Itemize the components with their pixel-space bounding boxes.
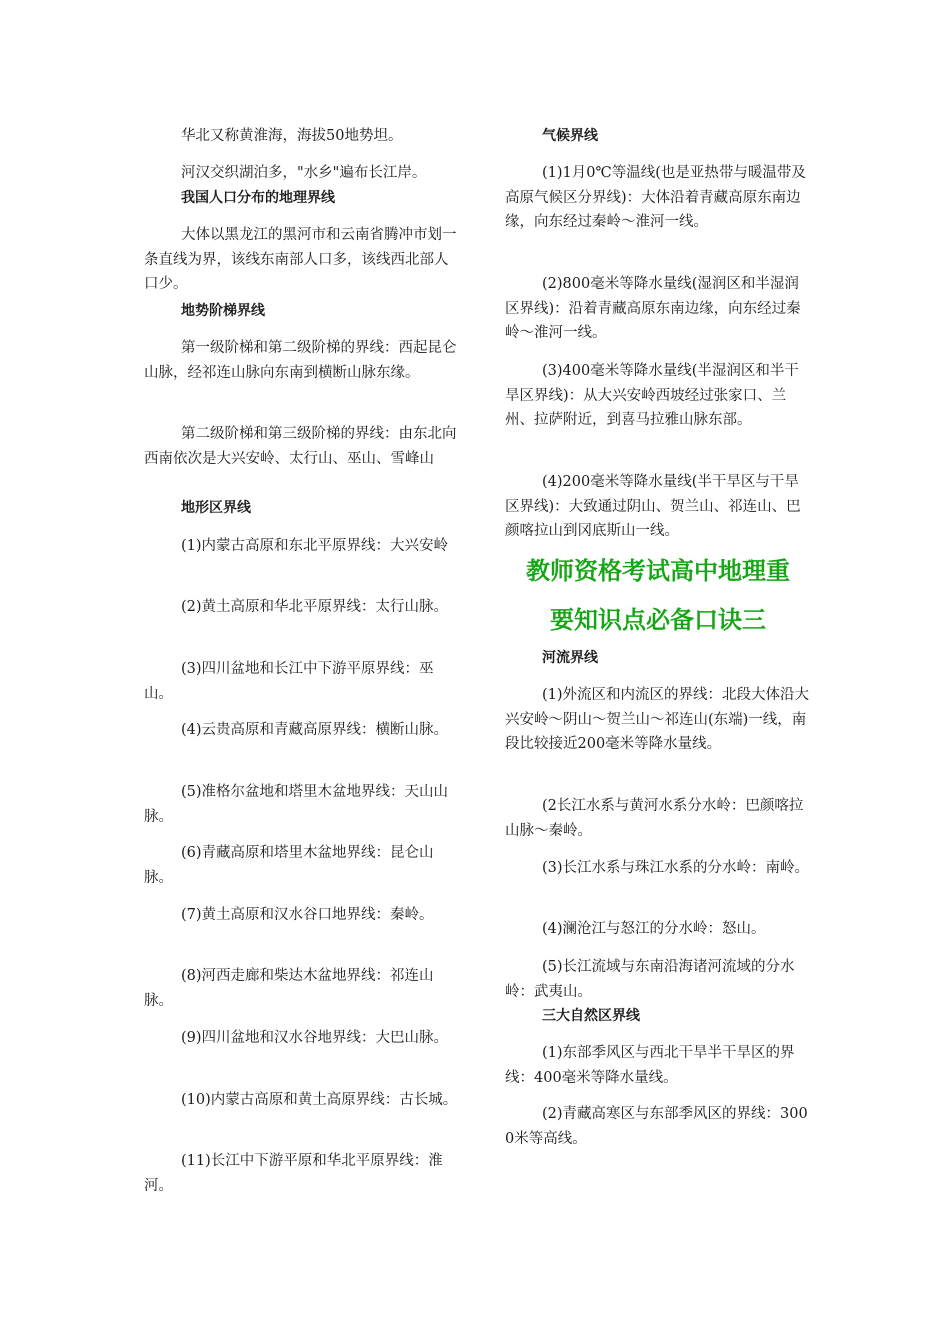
list-item: (5)长江流域与东南沿海诸河流域的分水岭：武夷山。 [505,959,795,1000]
list-item: (1)内蒙古高原和东北平原界线：大兴安岭 [181,538,449,554]
list-item: (11)长江中下游平原和华北平原界线：淮河。 [144,1153,443,1194]
list-item: (10)内蒙古高原和黄土高原界线：古长城。 [181,1092,458,1108]
section-heading: 地形区界线 [181,500,251,516]
section-heading: 气候界线 [542,128,598,144]
list-item: (5)准格尔盆地和塔里木盆地界线：天山山脉。 [144,784,449,825]
paragraph: 大体以黑龙江的黑河市和云南省腾冲市划一条直线为界，该线东南部人口多，该线西北部人口少。 [144,227,457,292]
list-item: (2)黄土高原和华北平原界线：太行山脉。 [181,599,449,615]
list-item: (3)长江水系与珠江水系的分水岭：南岭。 [542,860,810,876]
paragraph: (1)1月0℃等温线(也是亚热带与暖温带及高原气候区分界线)：大体沿着青藏高原东南边缘，向东经过秦岭～淮河一线。 [505,165,806,230]
paragraph: (4)200毫米等降水量线(半干旱区与干旱区界线)：大致通过阴山、贺兰山、祁连山、巴颜喀拉山到冈底斯山一线。 [505,474,801,539]
list-item: (8)河西走廊和柴达木盆地界线：祁连山脉。 [144,968,434,1009]
paragraph: (2)800毫米等降水量线(湿润区和半湿润区界线)：沿着青藏高原东南边缘，向东经过秦岭～淮河一线。 [505,276,801,341]
paragraph: 河汉交织湖泊多，"水乡"遍布长江岸。 [181,165,427,181]
paragraph: 华北又称黄淮海，海拔50地势坦。 [181,128,403,144]
list-item: (2)青藏高寒区与东部季风区的界线：3000米等高线。 [505,1106,808,1147]
paragraph: (3)400毫米等降水量线(半湿润区和半干旱区界线)：从大兴安岭西坡经过张家口、兰州、拉萨附近，到喜马拉雅山脉东部。 [505,363,799,428]
document-title-line-2: 要知识点必备口诀三 [550,606,766,634]
list-item: (3)四川盆地和长江中下游平原界线：巫山。 [144,661,434,702]
section-heading: 我国人口分布的地理界线 [181,190,335,206]
list-item: (1)东部季风区与西北干旱半干旱区的界线：400毫米等降水量线。 [505,1045,795,1086]
document-title-line-1: 教师资格考试高中地理重 [526,557,790,585]
list-item: (4)澜沧江与怒江的分水岭：怒山。 [542,921,766,937]
list-item: (1)外流区和内流区的界线：北段大体沿大兴安岭～阴山～贺兰山～祁连山(东端)一线，南段比较接近200毫米等降水量线。 [505,687,810,752]
list-item: (7)黄土高原和汉水谷口地界线：秦岭。 [181,907,434,923]
list-item: (9)四川盆地和汉水谷地界线：大巴山脉。 [181,1030,449,1046]
paragraph: 第二级阶梯和第三级阶梯的界线：由东北向西南依次是大兴安岭、太行山、巫山、雪峰山 [144,426,457,467]
paragraph: 第一级阶梯和第二级阶梯的界线：西起昆仑山脉，经祁连山脉向东南到横断山脉东缘。 [144,340,457,381]
section-heading: 地势阶梯界线 [181,303,265,319]
list-item: (4)云贵高原和青藏高原界线：横断山脉。 [181,722,449,738]
list-item: (6)青藏高原和塔里木盆地界线：昆仑山脉。 [144,845,434,886]
list-item: (2长江水系与黄河水系分水岭：巴颜喀拉山脉～秦岭。 [505,798,804,839]
section-heading: 三大自然区界线 [542,1008,640,1024]
section-heading: 河流界线 [542,650,598,666]
